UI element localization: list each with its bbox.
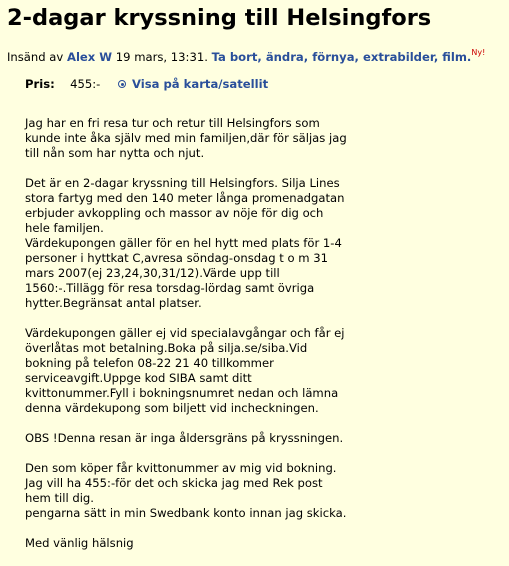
post-date: 19 mars, 13:31. bbox=[115, 50, 208, 64]
price-value: 455:- bbox=[70, 77, 101, 91]
author-link[interactable]: Alex W bbox=[66, 50, 113, 64]
paragraph-4: OBS !Denna resan är inga åldersgräns på kryssningen. bbox=[25, 431, 344, 445]
paragraph-3: Värdekupongen gäller ej vid specialavgångar och får ej överlåtas mot betalning.Boka på silja.se/siba.Vid bokning på telefon 08-22 21 40 tillkommer serviceavgift.Uppge kod SIBA samt ditt kvittonummer.Fyll i bokningsnumret nedan och lämna denna värdekupong som biljett vid incheckningen. bbox=[25, 326, 345, 415]
new-badge: Ny! bbox=[471, 48, 486, 57]
show-on-map-link[interactable] bbox=[118, 76, 268, 92]
ad-description bbox=[25, 116, 495, 566]
ad-meta bbox=[7, 44, 485, 66]
paragraph-5: Den som köper får kvittonummer av mig vid bokning. Jag vill ha 455:-för det och skicka jag med Rek post hem till dig. pengarna sätt in min Swedbank konto innan jag skicka. bbox=[25, 461, 347, 520]
price-label: Pris: bbox=[25, 77, 55, 91]
price-row bbox=[25, 76, 100, 92]
paragraph-1: Jag har en fri resa tur och retur till Helsingfors som kunde inte åka själv med min familjen,där för säljas jag till nån som har nytta och njut. bbox=[25, 116, 347, 160]
paragraph-2: Det är en 2-dagar kryssning till Helsingfors. Silja Lines stora fartyg med den 140 meter långa promenadgatan erbjuder avkoppling och massor av nöje för dig och hele familjen. Värdekupongen gäller för en hel hytt med plats för 1-4 personer i hyttkat C,avresa söndag-onsdag t o m 31 mars 2007(ej 23,24,30,31/12).Värde upp till 1560:-.Tillägg för resa torsdag-lördag samt övriga hytter.Begränsat antal platser. bbox=[25, 176, 345, 310]
radio-dot-icon bbox=[118, 80, 126, 88]
submitted-by-label: Insänd av bbox=[7, 50, 64, 64]
paragraph-6: Med vänlig hälsnig bbox=[25, 536, 134, 550]
page-title: 2-dagar kryssning till Helsingfors bbox=[7, 5, 432, 31]
show-on-map-label: Visa på karta/satellit bbox=[132, 77, 269, 91]
manage-ad-link[interactable]: Ta bort, ändra, förnya, extrabilder, film. bbox=[211, 50, 472, 64]
